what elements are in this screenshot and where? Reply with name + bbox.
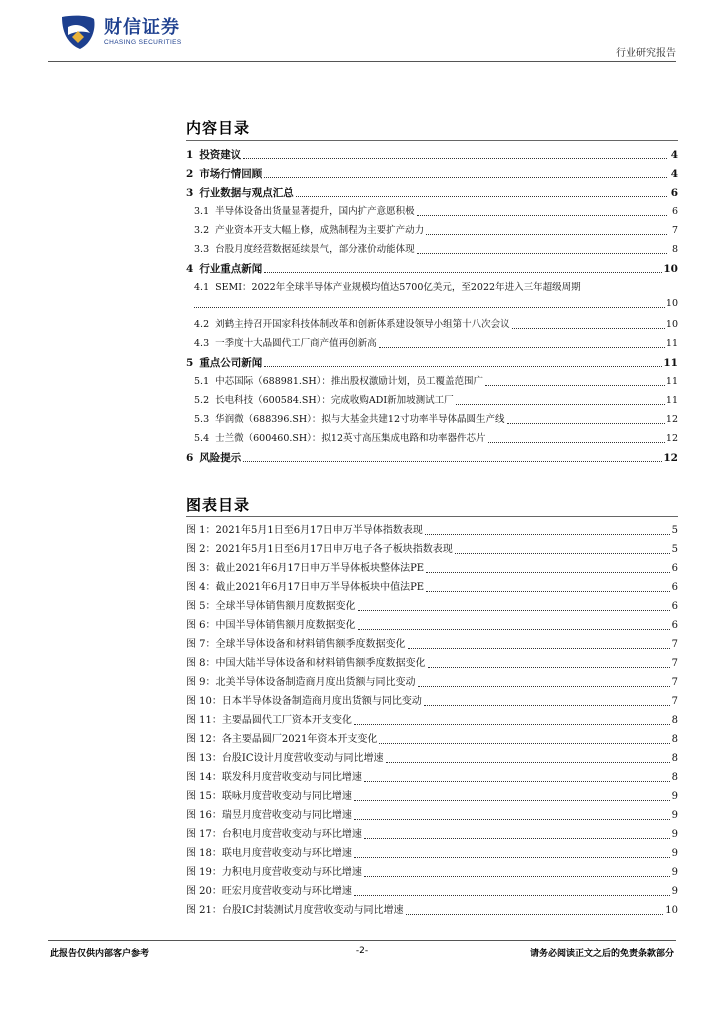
dot-leader (426, 572, 670, 573)
toc-entry-page: 11 (665, 376, 678, 387)
toc-entry-text: 华润微（688396.SH）：拟与大基金共建12寸功率半导体晶圆生产线 (215, 414, 505, 425)
figure-page: 7 (671, 658, 678, 669)
dot-leader (264, 177, 667, 178)
dot-leader (456, 404, 665, 405)
figure-caption: 2021年5月1日至6月17日申万半导体指数表现 (215, 525, 423, 536)
toc-entry[interactable] (186, 262, 678, 276)
dot-leader (512, 328, 665, 329)
toc-entry[interactable] (186, 186, 678, 200)
figure-caption: 日本半导体设备制造商月度出货额与同比变动 (221, 696, 422, 707)
toc-entry-text: 刘鹤主持召开国家科技体制改革和创新体系建设领导小组第十八次会议 (215, 319, 510, 330)
figure-page: 9 (671, 810, 678, 821)
toc-subentry[interactable] (186, 375, 678, 389)
figure-label: 图 15： (186, 791, 222, 802)
toc-entry-text: 重点公司新闻 (199, 357, 263, 369)
figure-list-title-divider (186, 516, 678, 517)
dot-leader (354, 800, 670, 801)
figure-page: 9 (671, 829, 678, 840)
toc-entry-page: 12 (665, 414, 678, 425)
figure-label: 图 19： (186, 867, 222, 878)
dot-leader (364, 781, 670, 782)
figure-page: 7 (671, 639, 678, 650)
figure-page: 6 (671, 563, 678, 574)
logo-chinese-name: 财信证券 (104, 16, 180, 38)
figure-list-title: 图表目录 (186, 496, 251, 514)
figure-caption: 台积电月度营收变动与环比增速 (221, 829, 362, 840)
figure-label: 图 12： (186, 734, 222, 745)
figure-label: 图 9： (186, 677, 216, 688)
figure-label: 图 1： (186, 525, 216, 536)
figure-caption: 截止2021年6月17日申万半导体板块整体法PE (215, 563, 425, 574)
toc-entry-number: 3.1 (194, 206, 210, 217)
dot-leader (488, 442, 665, 443)
figure-caption: 联咏月度营收变动与同比增速 (221, 791, 352, 802)
figure-page: 8 (671, 753, 678, 764)
toc-entry-number: 3.3 (194, 244, 210, 255)
toc-subentry-continuation (194, 297, 678, 311)
figure-entry[interactable] (186, 828, 678, 842)
figure-entry[interactable] (186, 543, 678, 557)
toc-entry-page: 4 (670, 168, 678, 180)
figure-label: 图 7： (186, 639, 216, 650)
toc-subentry[interactable] (186, 318, 678, 332)
toc-subentry[interactable] (186, 224, 678, 238)
figure-caption: 联电月度营收变动与环比增速 (221, 848, 352, 859)
footer-disclaimer: 此报告仅供内部客户参考 (50, 949, 150, 959)
figure-label: 图 16： (186, 810, 222, 821)
figure-page: 9 (671, 886, 678, 897)
toc-entry-page: 11 (665, 395, 678, 406)
toc-entry[interactable] (186, 356, 678, 370)
figure-page: 7 (671, 696, 678, 707)
figure-entry[interactable] (186, 638, 678, 652)
report-type: 行业研究报告 (616, 48, 676, 59)
toc-entry-page: 10 (663, 263, 678, 275)
figure-caption: 主要晶圆代工厂资本开支变化 (221, 715, 352, 726)
figure-entry[interactable] (186, 524, 678, 538)
figure-entry[interactable] (186, 733, 678, 747)
figure-page: 10 (665, 905, 678, 916)
toc-entry-page: 10 (665, 319, 678, 330)
toc-entry-number: 3.2 (194, 225, 210, 236)
dot-leader (379, 743, 669, 744)
toc-entry-text: SEMI：2022年全球半导体产业规模均值达5700亿美元，至2022年进入三年超级周期 (215, 282, 581, 293)
dot-leader (485, 385, 665, 386)
dot-leader (406, 914, 664, 915)
dot-leader (417, 215, 667, 216)
figure-page: 9 (671, 848, 678, 859)
dot-leader (264, 272, 662, 273)
figure-page: 6 (671, 620, 678, 631)
dot-leader (426, 234, 667, 235)
logo-mark-icon (58, 13, 98, 51)
figure-entry[interactable] (186, 885, 678, 899)
toc-entry-number: 5 (186, 357, 194, 369)
toc-entry-number: 4.2 (194, 319, 210, 330)
figure-caption: 全球半导体设备和材料销售额季度数据变化 (215, 639, 406, 650)
toc-entry-text: 产业资本开支大幅上修，成熟制程为主要扩产动力 (215, 225, 425, 236)
toc-entry-page: 6 (670, 187, 678, 199)
toc-entry-page: 11 (663, 357, 678, 369)
figure-caption: 2021年5月1日至6月17日申万电子各子板块指数表现 (215, 544, 453, 555)
figure-page: 9 (671, 867, 678, 878)
figure-entry[interactable] (186, 866, 678, 880)
figure-label: 图 17： (186, 829, 222, 840)
toc-entry-text: 风险提示 (199, 452, 242, 464)
figure-entry[interactable] (186, 562, 678, 576)
dot-leader (428, 667, 670, 668)
toc-entry-page: 4 (670, 149, 678, 161)
toc-entry-page: 12 (663, 452, 678, 464)
figure-label: 图 10： (186, 696, 222, 707)
figure-entry[interactable] (186, 847, 678, 861)
toc-entry-text: 长电科技（600584.SH）：完成收购ADI新加坡测试工厂 (215, 395, 454, 406)
toc-entry-text: 中芯国际（688981.SH）：推出股权激励计划，员工覆盖范围广 (215, 376, 483, 387)
toc-entry-number: 4 (186, 263, 194, 275)
toc-entry[interactable] (186, 148, 678, 162)
toc-entry-number: 5.4 (194, 433, 210, 444)
figure-page: 6 (671, 582, 678, 593)
dot-leader (364, 876, 670, 877)
figure-page: 6 (671, 601, 678, 612)
table-of-contents (186, 148, 678, 468)
toc-subentry[interactable] (186, 337, 678, 351)
figure-label: 图 18： (186, 848, 222, 859)
dot-leader (386, 762, 670, 763)
dot-leader (243, 158, 667, 159)
figure-entry[interactable] (186, 904, 678, 918)
figure-entry[interactable] (186, 619, 678, 633)
toc-entry-text: 行业重点新闻 (199, 263, 263, 275)
toc-entry-number: 1 (186, 149, 194, 161)
figure-label: 图 13： (186, 753, 222, 764)
toc-entry-page: 8 (671, 244, 678, 255)
toc-subentry[interactable] (186, 243, 678, 257)
dot-leader (364, 838, 670, 839)
logo-english-name: CHASING SECURITIES (104, 38, 182, 46)
figure-label: 图 5： (186, 601, 216, 612)
figure-caption: 各主要晶圆厂2021年资本开支变化 (221, 734, 378, 745)
figure-entry[interactable] (186, 790, 678, 804)
dot-leader (354, 895, 670, 896)
figure-entry[interactable] (186, 714, 678, 728)
toc-entry-text: 半导体设备出货量显著提升，国内扩产意愿积极 (215, 206, 415, 217)
figure-page: 8 (671, 715, 678, 726)
toc-entry-text: 士兰微（600460.SH）：拟12英寸高压集成电路和功率器件芯片 (215, 433, 486, 444)
dot-leader (424, 705, 670, 706)
toc-subentry[interactable] (186, 205, 678, 219)
toc-entry-page: 10 (665, 298, 678, 309)
figure-entry[interactable] (186, 771, 678, 785)
dot-leader (408, 648, 670, 649)
figure-caption: 台股IC设计月度营收变动与同比增速 (221, 753, 384, 764)
toc-entry-text: 投资建议 (199, 149, 242, 161)
dot-leader (379, 347, 665, 348)
figure-label: 图 2： (186, 544, 216, 555)
figure-entry[interactable] (186, 600, 678, 614)
dot-leader (358, 610, 670, 611)
figure-entry[interactable] (186, 676, 678, 690)
dot-leader (417, 253, 667, 254)
toc-entry-number: 2 (186, 168, 194, 180)
toc-subentry[interactable] (186, 394, 678, 408)
figure-label: 图 4： (186, 582, 216, 593)
company-logo (58, 12, 228, 52)
figure-page: 7 (671, 677, 678, 688)
toc-entry-number: 5.2 (194, 395, 210, 406)
figure-caption: 北美半导体设备制造商月度出货额与同比变动 (215, 677, 416, 688)
figure-caption: 全球半导体销售额月度数据变化 (215, 601, 356, 612)
figure-page: 5 (671, 544, 678, 555)
figure-entry[interactable] (186, 695, 678, 709)
figure-caption: 台股IC封装测试月度营收变动与同比增速 (221, 905, 404, 916)
figure-label: 图 20： (186, 886, 222, 897)
dot-leader (507, 423, 665, 424)
figure-page: 8 (671, 734, 678, 745)
dot-leader (243, 461, 662, 462)
footer-notice: 请务必阅读正文之后的免责条款部分 (529, 949, 674, 959)
toc-entry-text: 市场行情回顾 (199, 168, 263, 180)
toc-entry-text: 台股月度经营数据延续景气，部分涨价动能体现 (215, 244, 415, 255)
figure-entry[interactable] (186, 809, 678, 823)
dot-leader (358, 629, 670, 630)
dot-leader (354, 857, 670, 858)
figure-entry[interactable] (186, 657, 678, 671)
figure-label: 图 3： (186, 563, 216, 574)
dot-leader (425, 534, 670, 535)
dot-leader (354, 819, 670, 820)
page-number: -2- (355, 946, 369, 956)
toc-entry[interactable] (186, 167, 678, 181)
figure-page: 9 (671, 791, 678, 802)
dot-leader (296, 196, 667, 197)
toc-entry-number: 3 (186, 187, 194, 199)
dot-leader (418, 686, 670, 687)
toc-entry-number: 4.1 (194, 282, 210, 293)
figure-label: 图 21： (186, 905, 222, 916)
toc-entry-number: 4.3 (194, 338, 210, 349)
figure-caption: 旺宏月度营收变动与环比增速 (221, 886, 352, 897)
figure-label: 图 14： (186, 772, 222, 783)
figure-entry[interactable] (186, 581, 678, 595)
toc-title-divider (186, 140, 678, 141)
figure-page: 8 (671, 772, 678, 783)
figure-caption: 截止2021年6月17日申万半导体板块中值法PE (215, 582, 425, 593)
figure-caption: 力积电月度营收变动与环比增速 (221, 867, 362, 878)
footer-divider (48, 940, 676, 941)
toc-entry-text: 行业数据与观点汇总 (199, 187, 294, 199)
toc-entry-page: 11 (665, 338, 678, 349)
toc-entry[interactable] (186, 451, 678, 465)
toc-entry-number: 6 (186, 452, 194, 464)
toc-title: 内容目录 (186, 119, 251, 137)
figure-list (186, 524, 678, 924)
page-header (0, 0, 724, 64)
figure-caption: 联发科月度营收变动与同比增速 (221, 772, 362, 783)
figure-label: 图 11： (186, 715, 222, 726)
toc-entry-number: 5.3 (194, 414, 210, 425)
figure-label: 图 6： (186, 620, 216, 631)
figure-caption: 瑞昱月度营收变动与同比增速 (221, 810, 352, 821)
figure-entry[interactable] (186, 752, 678, 766)
dot-leader (194, 307, 665, 308)
figure-page: 5 (671, 525, 678, 536)
dot-leader (354, 724, 670, 725)
toc-subentry[interactable] (186, 281, 678, 295)
toc-subentry[interactable] (186, 432, 678, 446)
header-divider (48, 61, 676, 62)
toc-entry-text: 一季度十大晶圆代工厂商产值再创新高 (215, 338, 377, 349)
dot-leader (426, 591, 670, 592)
figure-caption: 中国大陆半导体设备和材料销售额季度数据变化 (215, 658, 426, 669)
toc-entry-page: 6 (671, 206, 678, 217)
dot-leader (264, 366, 662, 367)
toc-entry-page: 7 (671, 225, 678, 236)
figure-label: 图 8： (186, 658, 216, 669)
toc-subentry[interactable] (186, 413, 678, 427)
toc-entry-page: 12 (665, 433, 678, 444)
figure-caption: 中国半导体销售额月度数据变化 (215, 620, 356, 631)
dot-leader (455, 553, 670, 554)
toc-entry-number: 5.1 (194, 376, 210, 387)
